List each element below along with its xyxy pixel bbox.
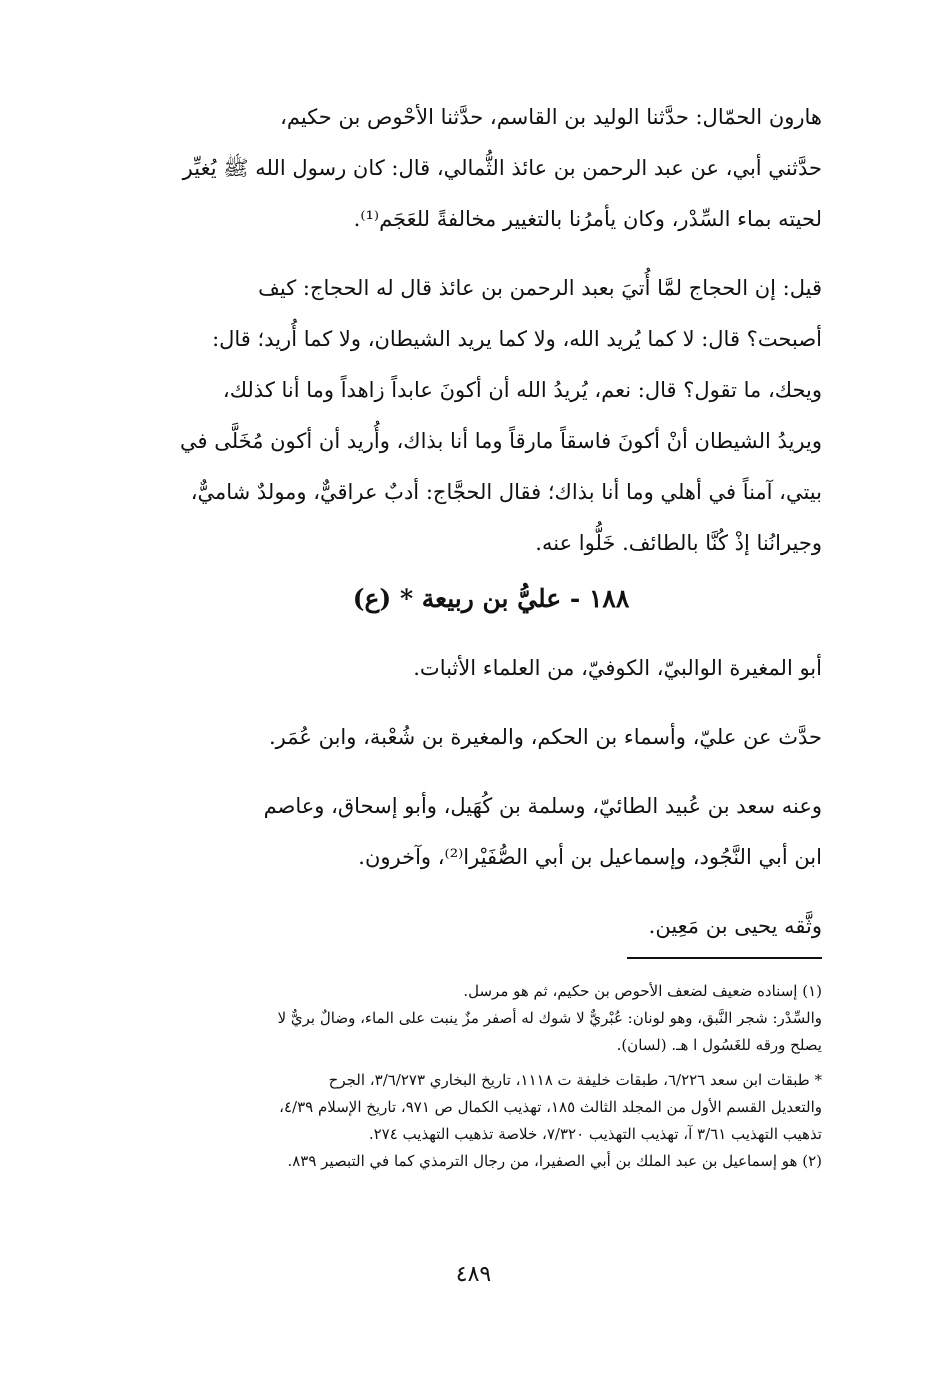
text-line: هارون الحمّال: حدَّثنا الوليد بن القاسم، حدَّثنا الأحْوص بن حكيم، [280, 105, 822, 129]
paragraph-3 [160, 643, 822, 694]
footnote-line: (٢) هو إسماعيل بن عبد الملك بن أبي الصفيرا، من رجال الترمذي كما في التبصير ٨٣٩. [287, 1152, 822, 1170]
text-line: بيتي، آمناً في أهلي وما أنا بذاك؛ فقال الحجَّاج: أدبٌ عراقيٌّ، ومولدٌ شاميٌّ، [190, 480, 822, 504]
paragraph-2 [160, 263, 822, 569]
text-line: ويحك، ما تقول؟ قال: نعم، يُريدُ الله أن أكونَ عابداً زاهداً وما أنا كذلك، [222, 378, 822, 402]
footnote-sources [160, 1067, 822, 1148]
text-line: ويريدُ الشيطان أنْ أكونَ فاسقاً مارقاً وما أنا بذاك، وأُريد أن أكون مُخَلَّى في [179, 429, 822, 453]
footnote-divider [627, 957, 822, 959]
footnote-line: والتعديل القسم الأول من المجلد الثالث ١٨٥، تهذيب الكمال ص ٩٧١، تاريخ الإسلام ٤/٣٩، [279, 1098, 822, 1116]
text-line: قيل: إن الحجاج لمَّا أُتيَ بعبد الرحمن بن عائذ قال له الحجاج: كيف [258, 276, 822, 300]
text-line: حدَّث عن عليّ، وأسماء بن الحكم، والمغيرة بن شُعْبة، وابن عُمَر. [268, 725, 822, 749]
text-line: حدَّثني أبي، عن عبد الرحمن بن عائذ الثُّمالي، قال: كان رسول الله ﷺ يُغيِّر [182, 156, 822, 180]
text-line: ابن أبي النَّجُود، وإسماعيل بن أبي الصُّفَيْرا⁽²⁾، وآخرون. [358, 845, 822, 869]
main-text [160, 92, 822, 952]
footnote-line: * طبقات ابن سعد ٦/٢٢٦، طبقات خليفة ت ١١١٨، تاريخ البخاري ٣/٦/٢٧٣، الجرح [328, 1071, 822, 1089]
text-line: لحيته بماء السِّدْر، وكان يأمرُنا بالتغيير مخالفةً للعَجَم⁽¹⁾. [353, 207, 822, 231]
page-number: ٤٨٩ [455, 1262, 492, 1287]
paragraph-6 [160, 901, 822, 952]
footnote-line: (١) إسناده ضعيف لضعف الأحوص بن حكيم، ثم هو مرسل. [463, 982, 822, 1000]
text-line: وجيرانُنا إذْ كُنَّا بالطائف. خَلُّوا عنه. [535, 531, 822, 555]
text-line: أصبحت؟ قال: لا كما يُريد الله، ولا كما يريد الشيطان، ولا كما أُريد؛ قال: [212, 327, 822, 351]
footnote-2 [160, 1148, 822, 1175]
footnote-line: يصلح ورقه للغَسُول ا هـ. (لسان). [616, 1036, 822, 1054]
text-line: أبو المغيرة الوالبيّ، الكوفيّ، من العلماء الأثبات. [413, 656, 822, 680]
text-line: وثَّقه يحيى بن مَعِين. [648, 914, 822, 938]
text-line: وعنه سعد بن عُبيد الطائيّ، وسلمة بن كُهَيل، وأبو إسحاق، وعاصم [263, 794, 822, 818]
footnote-1 [160, 978, 822, 1059]
paragraph-5 [160, 781, 822, 883]
footnote-line: تذهيب التهذيب ٣/٦١ آ، تهذيب التهذيب ٧/٣٢٠، خلاصة تذهيب التهذيب ٢٧٤. [368, 1125, 822, 1143]
footnote-line: والسِّدْر: شجر النَّبق، وهو لونان: عُبْريٌّ لا شوك له أصفر مزٌ ينبت على الماء، وضالٌ بريٌّ لا [277, 1009, 822, 1027]
paragraph-4 [160, 712, 822, 763]
footnotes [160, 978, 822, 1175]
paragraph-1 [160, 92, 822, 245]
entry-heading: ١٨٨ - عليُّ بن ربيعة * (ع) [352, 584, 630, 613]
